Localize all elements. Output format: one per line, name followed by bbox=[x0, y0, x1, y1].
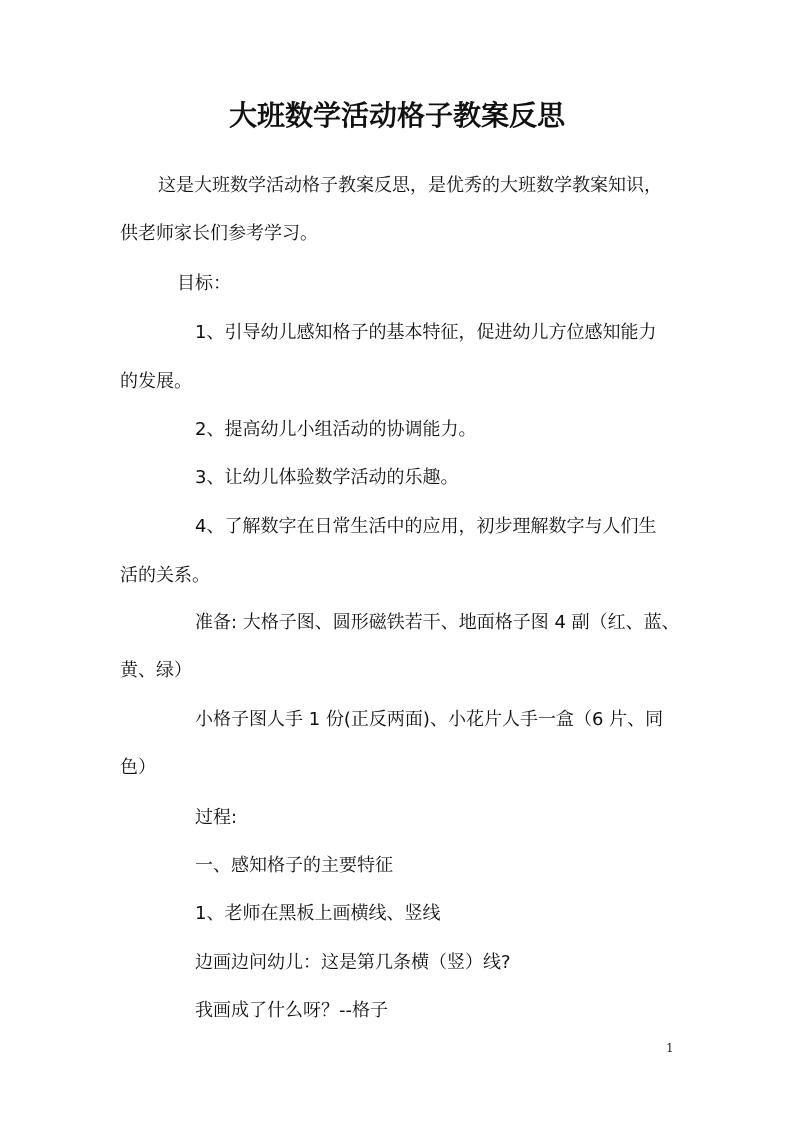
document-title: 大班数学活动格子教案反思 bbox=[228, 99, 565, 132]
paragraph-line: 供老师家长们参考学习。 bbox=[120, 223, 318, 244]
page-number: 1 bbox=[666, 1041, 674, 1055]
paragraph-line: 准备: 大格子图、圆形磁铁若干、地面格子图 4 副（红、蓝、 bbox=[195, 612, 680, 633]
paragraph-line: 2、提高幼儿小组活动的协调能力。 bbox=[195, 419, 477, 440]
paragraph-line: 1、老师在黑板上画横线、竖线 bbox=[195, 903, 441, 924]
paragraph-line: 4、了解数字在日常生活中的应用，初步理解数字与人们生 bbox=[195, 516, 657, 537]
paragraph-line: 活的关系。 bbox=[120, 565, 210, 586]
paragraph-line: 这是大班数学活动格子教案反思，是优秀的大班数学教案知识， bbox=[158, 175, 662, 196]
section-heading: 目标： bbox=[177, 273, 231, 294]
paragraph-line: 1、引导幼儿感知格子的基本特征，促进幼儿方位感知能力 bbox=[195, 322, 657, 343]
paragraph-line: 小格子图人手 1 份(正反两面)、小花片人手一盒（6 片、同 bbox=[195, 709, 664, 730]
paragraph-line: 一、感知格子的主要特征 bbox=[195, 855, 393, 876]
paragraph-line: 黄、绿） bbox=[120, 660, 192, 681]
paragraph-line: 我画成了什么呀？--格子 bbox=[195, 1000, 388, 1021]
paragraph-line: 的发展。 bbox=[120, 371, 192, 392]
paragraph-line: 边画边问幼儿：这是第几条横（竖）线? bbox=[195, 952, 511, 973]
section-heading: 过程: bbox=[195, 807, 238, 828]
paragraph-line: 3、让幼儿体验数学活动的乐趣。 bbox=[195, 467, 459, 488]
paragraph-line: 色） bbox=[120, 757, 156, 778]
